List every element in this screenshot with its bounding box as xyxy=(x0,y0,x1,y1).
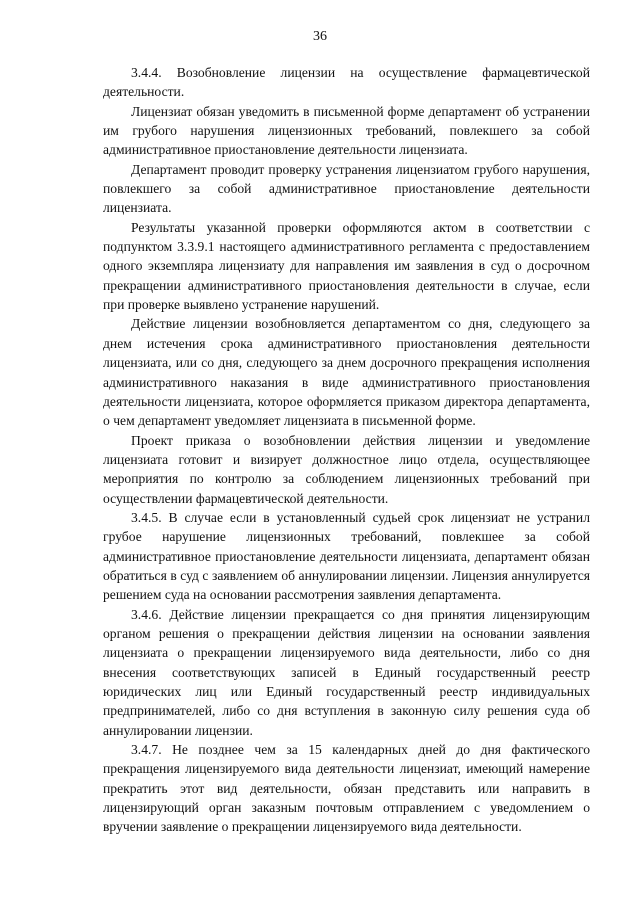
document-body xyxy=(103,63,590,837)
paragraph-3-4-6: 3.4.6. Действие лицензии прекращается со дня принятия лицензирующим органом решения о прекращении действия лицензии на основании заявления лицензиата о прекращении лицензируемого вида деятельности, либо со дня внесения соответствующих записей в Единый государственный реестр юридических лиц или Единый государственный реестр индивидуальных предпринимателей, либо со дня вступления в законную силу решения суда об аннулировании лицензии. xyxy=(103,606,590,738)
page-number: 36 xyxy=(313,29,327,44)
paragraph-licensee-notification: Лицензиат обязан уведомить в письменной форме департамент об устранении им грубого нарушения лицензионных требований, повлекшего за собой административное приостановление деятельности лицензиата. xyxy=(103,103,590,158)
paragraph-license-resumption: Действие лицензии возобновляется департаментом со дня, следующего за днем истечения срока административного приостановления деятельности лицензиата, или со дня, следующего за днем досрочного прекращения исполнения административного наказания в виде административного приостановления деятельности лицензиата, которое оформляется приказом директора департамента, о чем департамент уведомляет лицензиата в письменной форме. xyxy=(103,316,590,429)
paragraph-draft-order: Проект приказа о возобновлении действия лицензии и уведомление лицензиата готовит и визирует должностное лицо отдела, осуществляющее мероприятия по контролю за соблюдением лицензионных требований при осуществлении фармацевтической деятельности. xyxy=(103,432,590,506)
paragraph-3-4-7: 3.4.7. Не позднее чем за 15 календарных дней до дня фактического прекращения лицензируемого вида деятельности лицензиат, имеющий намерение прекратить этот вид деятельности, обязан представить или направить в лицензирующий орган заказным почтовым отправлением с уведомлением о вручении заявление о прекращении лицензируемого вида деятельности. xyxy=(103,742,590,835)
paragraph-department-inspection: Департамент проводит проверку устранения лицензиатом грубого нарушения, повлекшего за собой административное приостановление деятельности лицензиата. xyxy=(103,161,590,216)
paragraph-3-4-4-heading: 3.4.4. Возобновление лицензии на осуществление фармацевтической деятельности. xyxy=(103,65,590,100)
paragraph-3-4-5: 3.4.5. В случае если в установленный судьей срок лицензиат не устранил грубое нарушение лицензионных требований, повлекшее за собой административное приостановление деятельности лицензиата, департамент обязан обратиться в суд с заявлением об аннулировании лицензии. Лицензия аннулируется решением суда на основании рассмотрения заявления департамента. xyxy=(103,509,590,603)
paragraph-inspection-results: Результаты указанной проверки оформляются актом в соответствии с подпунктом 3.3.9.1 настоящего административного регламента с предоставлением одного экземпляра лицензиату для направления им заявления в суд о досрочном прекращении административного приостановления деятельности в случае, если при проверке выявлено устранение нарушений. xyxy=(103,219,590,313)
